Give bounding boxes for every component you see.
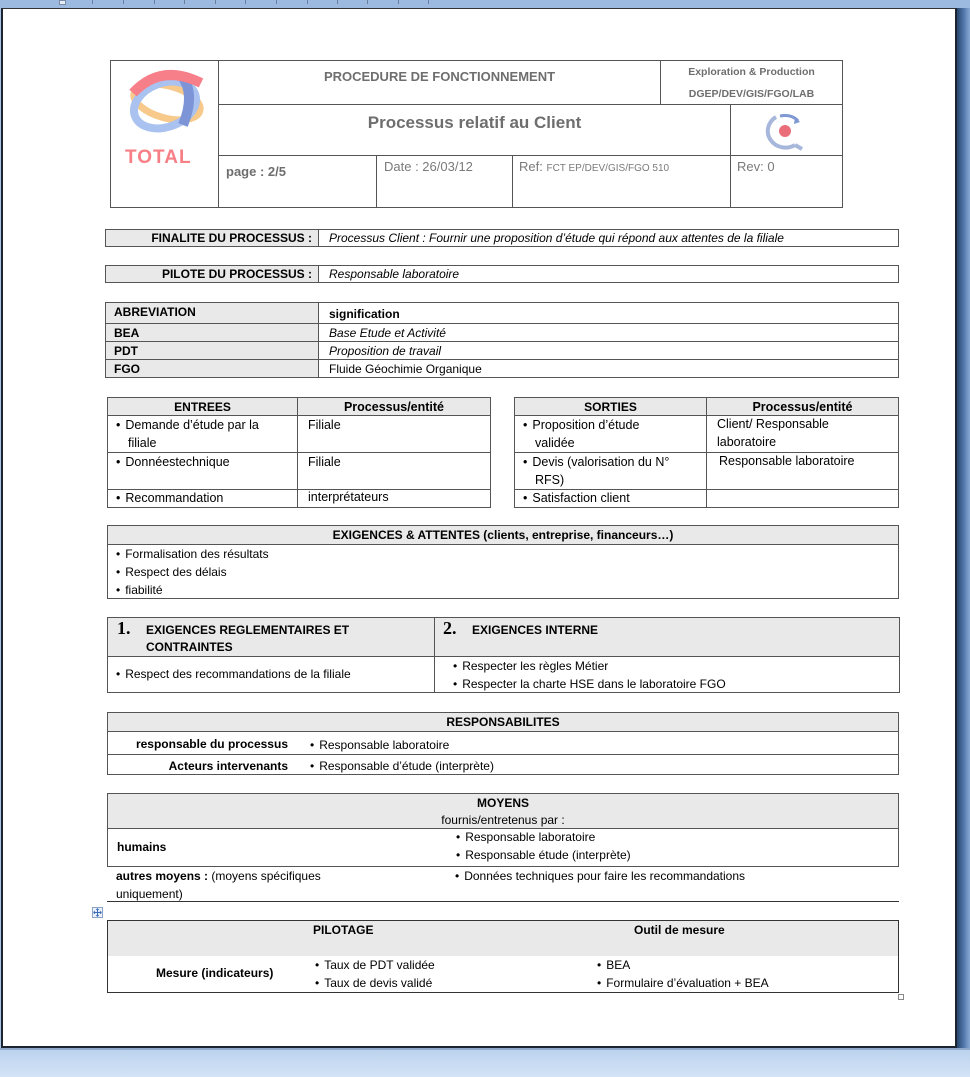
moyens-title: MOYENS: [476, 796, 529, 810]
pilote-value-cell: [318, 265, 899, 283]
meaning-cell: Base Etude et Activité: [329, 326, 446, 340]
abbr-cell: PDT: [114, 344, 138, 358]
exigences-attentes-title: EXIGENCES & ATTENTES (clients, entreprise, financeurs…): [332, 528, 674, 542]
finalite-label-cell: [105, 229, 319, 247]
move-icon: [93, 908, 102, 917]
date-label: Date : 26/03/12: [384, 159, 473, 174]
autres-label-rest: (moyens spécifiques: [208, 869, 321, 883]
ruler-tick: [215, 0, 216, 4]
process-title-cell: [218, 104, 731, 156]
entree-entity: interprétateurs: [308, 490, 389, 504]
responsabilite-value: • Responsable d’étude (interprète): [310, 759, 494, 773]
table-row: [107, 415, 298, 453]
pilotage-header: PILOTAGE: [313, 923, 374, 937]
table-row: [318, 341, 899, 360]
responsabilites-header-cell: [107, 712, 899, 732]
reglementaire-item: • Respect des recommandations de la filiale: [116, 667, 351, 681]
sorties-header-cell: [514, 397, 707, 416]
quality-logo-cell: [730, 104, 843, 156]
sorties-header: SORTIES: [584, 400, 637, 414]
reglementaires-number: 1.: [117, 618, 131, 638]
abbr-header: ABREVIATION: [114, 305, 196, 319]
exigence-item: • Formalisation des résultats: [116, 547, 269, 561]
quality-logo-icon: [762, 111, 812, 151]
table-row: [514, 489, 707, 508]
meaning-header: signification: [329, 307, 400, 321]
entree-entity: Filiale: [308, 418, 341, 432]
interne-body: [434, 656, 900, 693]
responsabilite-value: • Responsable laboratoire: [310, 738, 449, 752]
exigences-attentes-body: [107, 544, 899, 599]
outil-header: Outil de mesure: [634, 923, 725, 937]
table-row: [107, 754, 899, 775]
table-row: [297, 452, 491, 490]
sortie-item: • Proposition d’étude: [523, 418, 639, 432]
autres-label-cont: uniquement): [116, 887, 183, 901]
interne-number: 2.: [443, 618, 457, 638]
autres-label-bold: autres moyens :: [116, 869, 209, 883]
interne-item: • Respecter la charte HSE dans le laboratoire FGO: [453, 677, 726, 691]
entree-item-cont: filiale: [128, 436, 157, 450]
division-cell: [660, 60, 843, 105]
ruler-tick: [398, 0, 399, 4]
pilote-label-cell: [105, 265, 319, 283]
abbr-cell: FGO: [114, 362, 140, 376]
finalite-value: Processus Client : Fournir une proposition d’étude qui répond aux attentes de la filiale: [329, 231, 784, 245]
procedure-title-cell: [218, 60, 661, 105]
entrees-entity-header-cell: [297, 397, 491, 416]
revision-label: Rev: 0: [737, 159, 775, 174]
reglementaires-body: [107, 656, 435, 693]
ruler-tick: [367, 0, 368, 4]
division-label: Exploration & Production: [688, 66, 815, 78]
entree-item: • Donnéestechnique: [116, 455, 230, 469]
ref-value: FCT EP/DEV/GIS/FGO 510: [546, 163, 670, 174]
table-row: [107, 489, 298, 508]
exigence-item: • Respect des délais: [116, 565, 227, 579]
page-number: page : 2/5: [226, 164, 286, 179]
indicator-item: • Taux de devis validé: [315, 976, 432, 990]
reglementaires-title: EXIGENCES REGLEMENTAIRES ET: [146, 623, 350, 637]
autres-label: [116, 869, 321, 883]
department-label: DGEP/DEV/GIS/FGO/LAB: [688, 88, 815, 100]
moyens-humains-row: [107, 828, 899, 867]
ruler-tick: [428, 0, 429, 4]
status-bar: [0, 1048, 970, 1077]
meaning-cell: Proposition de travail: [329, 344, 442, 358]
sortie-entity: Client/ Responsable: [717, 417, 829, 431]
date-cell: [376, 155, 513, 208]
ruler-tick: [307, 0, 308, 4]
horizontal-ruler[interactable]: [0, 0, 970, 8]
exigence-item: • fiabilité: [116, 583, 163, 597]
table-row: [105, 341, 319, 360]
procedure-title: PROCEDURE DE FONCTIONNEMENT: [323, 69, 556, 84]
exigences-attentes-header-cell: [107, 525, 899, 545]
ruler-tick: [276, 0, 277, 4]
pilote-value: Responsable laboratoire: [329, 267, 460, 281]
mesure-label: Mesure (indicateurs): [156, 966, 274, 980]
abbr-cell: BEA: [114, 326, 140, 340]
sortie-item-cont: validée: [535, 436, 575, 450]
entree-entity: Filiale: [308, 455, 341, 469]
ref-prefix: Ref:: [519, 159, 543, 174]
table-row: [706, 489, 899, 508]
ruler-tick: [123, 0, 124, 4]
table-row: [105, 323, 319, 342]
humains-item: • Responsable laboratoire: [456, 830, 595, 844]
entrees-header-cell: [107, 397, 298, 416]
entrees-header: ENTREES: [174, 400, 231, 414]
table-row: [105, 359, 319, 378]
rev-cell: [730, 155, 843, 208]
responsabilites-title: RESPONSABILITES: [446, 715, 560, 729]
meaning-header-cell: [318, 302, 899, 324]
responsabilite-label: responsable du processus: [135, 737, 288, 751]
sorties-entity-header: Processus/entité: [752, 400, 853, 414]
table-row: [514, 452, 707, 490]
table-row: [107, 452, 298, 490]
ruler-tick: [184, 0, 185, 4]
sortie-entity-cont: laboratoire: [717, 435, 777, 449]
tool-item: • BEA: [597, 958, 630, 972]
pilotage-body-row: [107, 956, 899, 993]
table-row: [514, 415, 707, 453]
table-resize-handle[interactable]: [898, 994, 904, 1000]
entree-item: • Demande d’étude par la: [116, 418, 259, 432]
table-move-handle[interactable]: [92, 907, 103, 918]
logo-cell: [110, 60, 219, 208]
interne-item: • Respecter les règles Métier: [453, 659, 608, 673]
ruler-tick: [245, 0, 246, 4]
company-name: TOTAL: [125, 147, 192, 168]
pilote-label: PILOTE DU PROCESSUS :: [161, 267, 312, 281]
indicator-item: • Taux de PDT validée: [315, 958, 435, 972]
moyens-autres-row: [107, 866, 899, 902]
ref-label: [519, 159, 669, 174]
interne-title: EXIGENCES INTERNE: [472, 623, 599, 637]
table-row: [706, 415, 899, 453]
humains-item: • Responsable étude (interprète): [456, 848, 631, 862]
tool-item: • Formulaire d’évaluation + BEA: [597, 976, 769, 990]
sortie-item-cont: RFS): [535, 473, 565, 487]
ref-cell: [512, 155, 731, 208]
page-shadow: [957, 8, 970, 1048]
meaning-cell: Fluide Géochimie Organique: [329, 362, 482, 376]
reglementaires-header-cell: [107, 617, 435, 657]
table-row: [318, 323, 899, 342]
responsabilite-label: Acteurs intervenants: [168, 759, 288, 773]
sortie-item: • Devis (valorisation du N°: [523, 455, 669, 469]
abbr-header-cell: [105, 302, 319, 324]
moyens-subtitle: fournis/entretenus par :: [441, 813, 565, 827]
ruler-tick: [92, 0, 93, 4]
sortie-entity: Responsable laboratoire: [719, 454, 855, 468]
humains-label: humains: [117, 840, 167, 854]
table-row: [297, 415, 491, 453]
pilotage-header-row: [107, 920, 899, 956]
sortie-item: • Satisfaction client: [523, 491, 630, 505]
table-row: [706, 452, 899, 490]
entree-item: • Recommandation: [116, 491, 223, 505]
autres-item: • Données techniques pour faire les recommandations: [455, 869, 745, 883]
indent-marker[interactable]: [59, 0, 66, 5]
ruler-tick: [154, 0, 155, 4]
moyens-header-cell: [107, 793, 899, 829]
page-cell: [218, 155, 377, 208]
sorties-entity-header-cell: [706, 397, 899, 416]
interne-header-cell: [434, 617, 900, 657]
process-title: Processus relatif au Client: [367, 113, 582, 132]
finalite-value-cell: [318, 229, 899, 247]
reglementaires-title-cont: CONTRAINTES: [146, 640, 233, 654]
table-row: [107, 731, 899, 755]
table-row: [297, 489, 491, 508]
table-row: [318, 359, 899, 378]
finalite-label: FINALITE DU PROCESSUS :: [151, 231, 312, 245]
ruler-tick: [337, 0, 338, 4]
entrees-entity-header: Processus/entité: [343, 400, 445, 414]
